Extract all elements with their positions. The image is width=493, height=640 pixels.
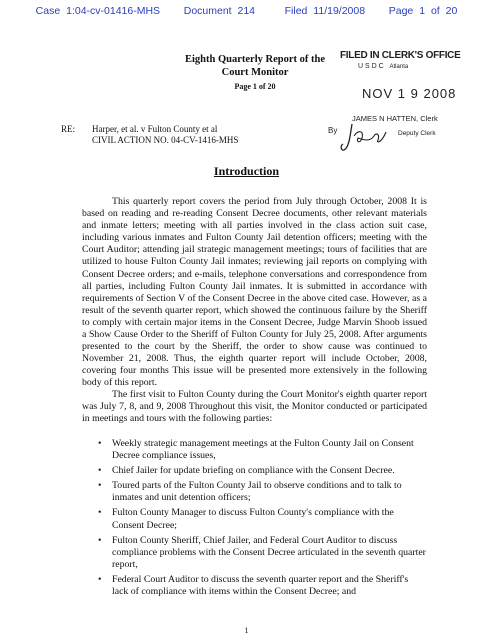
case-number: Case 1:04-cv-01416-MHS	[35, 5, 161, 17]
report-title-line1: Eighth Quarterly Report of the	[185, 54, 325, 65]
stamp-court: U S D C	[358, 63, 384, 70]
header-page: Page 1 of 20	[388, 5, 458, 17]
filing-stamp	[0, 0, 493, 160]
bullet-icon: •	[98, 480, 102, 492]
report-title-page: Page 1 of 20	[234, 82, 276, 91]
page-number: 1	[244, 626, 249, 635]
paragraph-2: The first visit to Fulton County during the Court Monitor's eighth quarter report was July 7, 8, and 9, 2008 Throughout this visit, the Monitor conducted or participated in meetings and tours with the following parties:	[82, 389, 427, 425]
stamp-clerk: JAMES N HATTEN, Clerk	[352, 114, 438, 123]
paragraph-1: This quarterly report covers the period from July through October, 2008 It is based on reading and re-reading Consent Decree documents, other relevant materials and inmate letters; meeting with all parties involved in the class action suit case, including various inmates and Fulton County Jail detention officers; meeting with the Court Auditor; attending jail strategic management meetings; tours of facilities that are utilized to house Fulton County Jail inmates; reviewing jail reports on complying with Consent Decree orders; and e-mails, telephone conversations and correspondence from all parties, including Fulton County Jail inmates. It is submitted in accordance with requirements of Section V of the Consent Decree in the above cited case. However, as a result of the seventh quarter report, which showed the continuous failure by the Sheriff to comply with certain major items in the Consent Decree, Judge Marvin Shoob issued a Show Cause Order to the Sheriff of Fulton County for July 25, 2008. After arguments presented to the court by the Sheriff, the order to show cause was continued to November 21, 2008. Thus, the eighth quarter report will include October, 2008, covering four months This issue will be presented more extensively in the following body of this report.	[82, 196, 427, 389]
bullet-icon: •	[98, 465, 102, 477]
list-item: • Chief Jailer for update briefing on compliance with the Consent Decree.	[98, 465, 395, 477]
bullet-icon: •	[98, 573, 102, 585]
case-caption-line2: CIVIL ACTION NO. 04-CV-1416-MHS	[92, 135, 239, 145]
list-item: • Toured parts of the Fulton County Jail to observe conditions and to talk to inmates and unit detention officers;	[98, 480, 402, 504]
list-item: • Federal Court Auditor to discuss the seventh quarter report and the Sheriff's lack of compliance with items within the Consent Decree; and	[98, 573, 409, 598]
stamp-office: FILED IN CLERK'S OFFICE	[340, 50, 461, 61]
list-item: • Fulton County Sheriff, Chief Jailer, and Federal Court Auditor to discuss compliance problems with the Consent Decree articulated in the seventh quarter report,	[98, 534, 426, 570]
bullet-icon: •	[98, 534, 102, 546]
stamp-deputy: Deputy Clerk	[398, 130, 436, 137]
deputy-signature	[340, 118, 390, 156]
meeting-list	[96, 438, 426, 601]
report-title-line2: Court Monitor	[221, 67, 289, 78]
list-item: • Weekly strategic management meetings at the Fulton County Jail on Consent Decree compliance issues,	[98, 438, 414, 462]
stamp-location: Atlanta	[389, 64, 409, 70]
stamp-date: NOV 1 9 2008	[362, 86, 457, 101]
case-caption-line1: Harper, et al. v Fulton County et al	[92, 124, 218, 134]
section-heading: Introduction	[213, 164, 280, 178]
list-item: • Fulton County Manager to discuss Fulton County's compliance with the Consent Decree;	[98, 507, 394, 531]
bullet-icon: •	[98, 507, 102, 519]
filed-date: Filed 11/19/2008	[284, 5, 366, 17]
stamp-by-label: By	[328, 126, 338, 135]
re-label: RE:	[61, 124, 76, 134]
document-number: Document 214	[183, 5, 256, 17]
bullet-icon: •	[98, 438, 102, 449]
